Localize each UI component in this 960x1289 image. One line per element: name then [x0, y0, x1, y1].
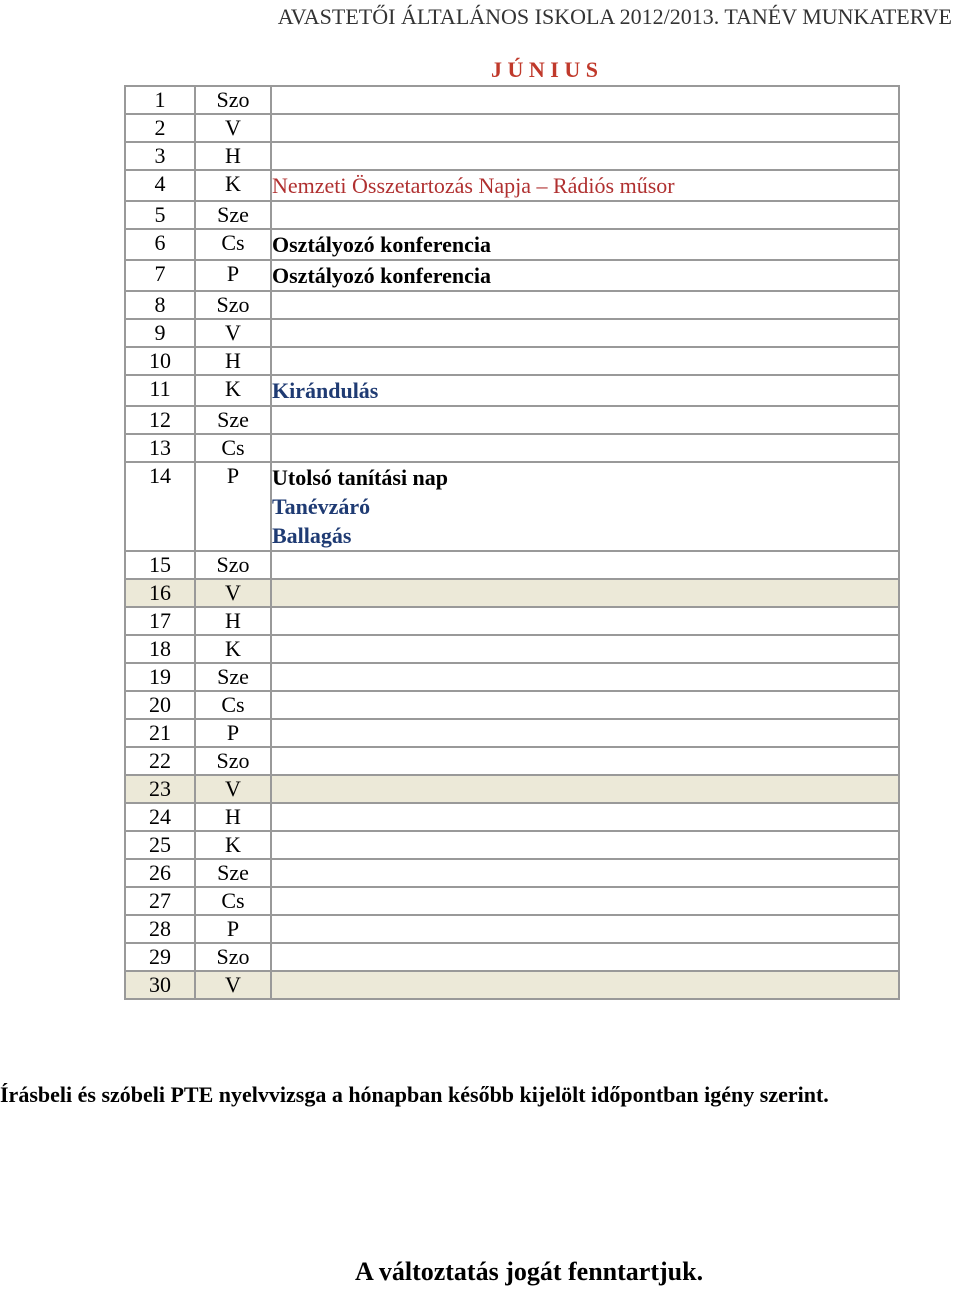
day-number: 10: [125, 347, 195, 375]
day-number: 17: [125, 607, 195, 635]
event-cell: [271, 375, 899, 406]
weekday: Sze: [195, 663, 271, 691]
day-number: 20: [125, 691, 195, 719]
event-text: Osztályozó konferencia: [272, 232, 491, 257]
weekday: V: [195, 775, 271, 803]
event-text: Osztályozó konferencia: [272, 263, 491, 288]
event-cell: [271, 691, 899, 719]
calendar-table: [124, 85, 900, 1000]
event-cell: [271, 887, 899, 915]
day-number: 18: [125, 635, 195, 663]
calendar-row: [125, 803, 899, 831]
day-number: 30: [125, 971, 195, 999]
event-cell: [271, 406, 899, 434]
day-number: 9: [125, 319, 195, 347]
event-cell: [271, 971, 899, 999]
day-number: 22: [125, 747, 195, 775]
weekday: V: [195, 319, 271, 347]
calendar-row: [125, 747, 899, 775]
weekday: P: [195, 260, 271, 291]
day-number: 23: [125, 775, 195, 803]
calendar-row: [125, 291, 899, 319]
day-number: 5: [125, 201, 195, 229]
calendar-row: [125, 607, 899, 635]
calendar-row: [125, 434, 899, 462]
weekday: K: [195, 170, 271, 201]
weekday: K: [195, 375, 271, 406]
weekday: Szo: [195, 747, 271, 775]
calendar-row: [125, 551, 899, 579]
event-cell: [271, 551, 899, 579]
day-number: 26: [125, 859, 195, 887]
day-number: 3: [125, 142, 195, 170]
calendar-row: [125, 831, 899, 859]
event-cell: [271, 347, 899, 375]
day-number: 13: [125, 434, 195, 462]
calendar-row: [125, 691, 899, 719]
weekday: Cs: [195, 887, 271, 915]
event-cell: [271, 663, 899, 691]
calendar-row: [125, 347, 899, 375]
weekday: Cs: [195, 691, 271, 719]
calendar-row: [125, 719, 899, 747]
calendar-row: [125, 915, 899, 943]
event-cell: [271, 579, 899, 607]
day-number: 27: [125, 887, 195, 915]
calendar-row: [125, 142, 899, 170]
calendar-row: [125, 114, 899, 142]
event-text: Tanévzáró: [272, 494, 371, 519]
event-cell: [271, 229, 899, 260]
event-cell: [271, 201, 899, 229]
calendar-row: [125, 635, 899, 663]
weekday: H: [195, 347, 271, 375]
event-cell: [271, 719, 899, 747]
event-cell: [271, 607, 899, 635]
weekday: K: [195, 635, 271, 663]
calendar-row: [125, 971, 899, 999]
day-number: 12: [125, 406, 195, 434]
day-number: 6: [125, 229, 195, 260]
calendar-row: [125, 859, 899, 887]
calendar-row: [125, 943, 899, 971]
event-text: Kirándulás: [272, 378, 379, 403]
calendar-row: [125, 86, 899, 114]
event-cell: [271, 170, 899, 201]
calendar-row: [125, 375, 899, 406]
day-number: 29: [125, 943, 195, 971]
calendar-row: [125, 775, 899, 803]
day-number: 4: [125, 170, 195, 201]
event-cell: [271, 747, 899, 775]
weekday: P: [195, 462, 271, 551]
document-header: AVASTETŐI ÁLTALÁNOS ISKOLA 2012/2013. TANÉV MUNKATERVE: [277, 4, 952, 29]
day-number: 25: [125, 831, 195, 859]
event-cell: [271, 803, 899, 831]
event-text: Nemzeti Összetartozás Napja – Rádiós műsor: [272, 173, 675, 198]
event-cell: [271, 434, 899, 462]
event-cell: [271, 86, 899, 114]
exam-note: Írásbeli és szóbeli PTE nyelvvizsga a hónapban később kijelölt időpontban igény szerint.: [0, 1082, 829, 1107]
calendar-row: [125, 229, 899, 260]
event-cell: [271, 114, 899, 142]
weekday: H: [195, 607, 271, 635]
day-number: 2: [125, 114, 195, 142]
weekday: Cs: [195, 434, 271, 462]
weekday: Sze: [195, 406, 271, 434]
event-cell: [271, 915, 899, 943]
weekday: Cs: [195, 229, 271, 260]
calendar-row: [125, 260, 899, 291]
weekday: H: [195, 142, 271, 170]
event-cell: [271, 319, 899, 347]
day-number: 24: [125, 803, 195, 831]
weekday: Szo: [195, 86, 271, 114]
calendar-row: [125, 887, 899, 915]
event-cell: [271, 943, 899, 971]
calendar-body: [125, 86, 899, 999]
weekday: Szo: [195, 291, 271, 319]
weekday: H: [195, 803, 271, 831]
event-cell: [271, 859, 899, 887]
calendar-row: [125, 579, 899, 607]
day-number: 16: [125, 579, 195, 607]
weekday: V: [195, 971, 271, 999]
event-cell: [271, 775, 899, 803]
weekday: V: [195, 114, 271, 142]
day-number: 11: [125, 375, 195, 406]
day-number: 19: [125, 663, 195, 691]
event-cell: [271, 635, 899, 663]
event-cell: [271, 260, 899, 291]
event-cell: [271, 142, 899, 170]
event-cell: [271, 291, 899, 319]
day-number: 8: [125, 291, 195, 319]
weekday: Sze: [195, 859, 271, 887]
disclaimer-footer: A változtatás jogát fenntartjuk.: [355, 1257, 704, 1286]
event-text: Utolsó tanítási nap: [272, 465, 449, 490]
event-cell: [271, 462, 899, 551]
day-number: 15: [125, 551, 195, 579]
calendar-row: [125, 319, 899, 347]
day-number: 1: [125, 86, 195, 114]
calendar-row: [125, 406, 899, 434]
weekday: Szo: [195, 551, 271, 579]
weekday: P: [195, 915, 271, 943]
day-number: 14: [125, 462, 195, 551]
day-number: 21: [125, 719, 195, 747]
weekday: V: [195, 579, 271, 607]
calendar-row: [125, 201, 899, 229]
weekday: Sze: [195, 201, 271, 229]
day-number: 28: [125, 915, 195, 943]
weekday: P: [195, 719, 271, 747]
month-title: J Ú N I U S: [491, 57, 598, 82]
calendar-row: [125, 663, 899, 691]
calendar-row: [125, 170, 899, 201]
weekday: K: [195, 831, 271, 859]
day-number: 7: [125, 260, 195, 291]
weekday: Szo: [195, 943, 271, 971]
calendar-row: [125, 462, 899, 551]
event-text: Ballagás: [272, 523, 352, 548]
event-cell: [271, 831, 899, 859]
